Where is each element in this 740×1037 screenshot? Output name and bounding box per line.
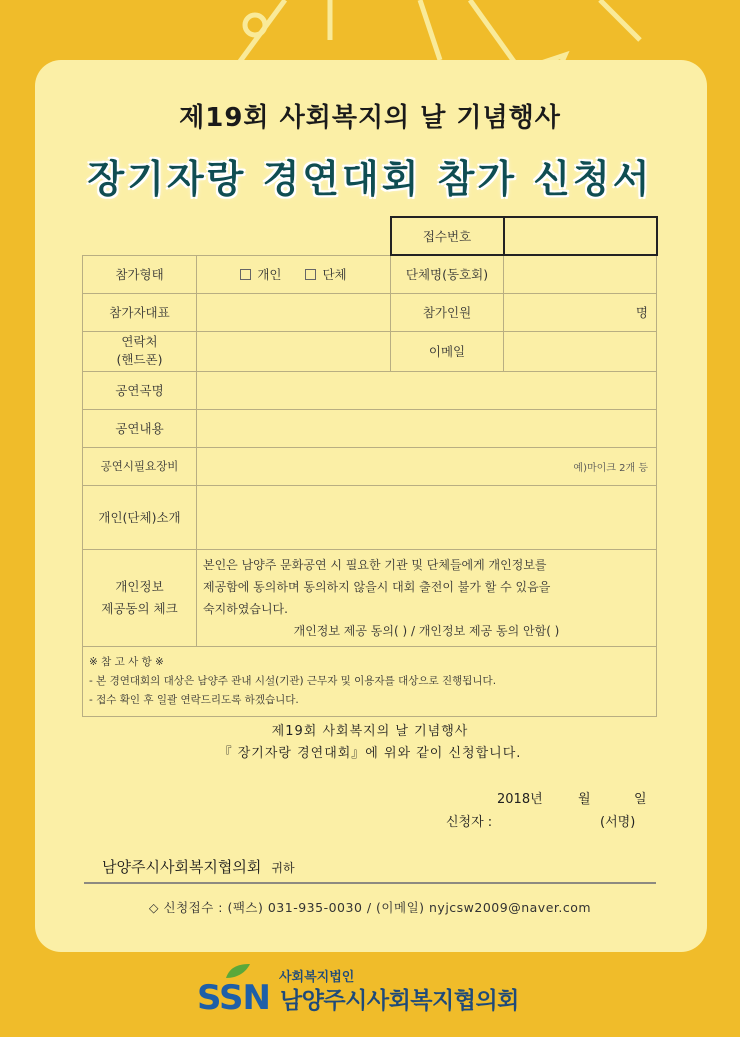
checkbox-icon[interactable] xyxy=(240,269,251,280)
date-day: 일 xyxy=(634,792,647,807)
checkbox-icon[interactable] xyxy=(305,269,316,280)
signature-label: (서명) xyxy=(600,815,636,830)
option-individual[interactable]: 개인 xyxy=(240,267,281,282)
table-row xyxy=(83,549,657,646)
date-month: 월 xyxy=(578,792,591,807)
table-row xyxy=(83,485,657,549)
performance-content-label: 공연내용 xyxy=(83,409,197,447)
applicant-label: 신청자 : xyxy=(446,815,493,830)
application-statement-title: 제19회 사회복지의 날 기념행사 xyxy=(271,724,469,739)
equipment-hint: 예)마이크 2개 등 xyxy=(573,462,648,474)
note-item: - 본 경연대회의 대상은 남양주 관내 시설(기관) 근무자 및 이용자를 대상으로 진행됩니다. xyxy=(89,674,497,687)
consent-label: 개인정보 제공동의 체크 xyxy=(83,549,197,646)
equipment-label: 공연시필요장비 xyxy=(83,447,197,485)
form-main-title: 장기자랑 경연대회 참가 신청서 xyxy=(87,157,653,201)
participation-type-options xyxy=(197,255,391,293)
consent-text: 본인은 남양주 문화공연 시 필요한 기관 및 단체들에게 개인정보를 제공함에 동의하며 동의하지 않을시 대회 출전이 불가 할 수 있음을 숙지하였습니다. 개인정보 제공 동의( ) / 개인정보 제공 동의 안함( ) xyxy=(197,549,657,646)
equipment-field[interactable] xyxy=(197,447,657,485)
count-unit: 명 xyxy=(635,305,648,320)
contact-label: 연락처 (핸드폰) xyxy=(83,331,197,371)
contact-field[interactable] xyxy=(197,331,391,371)
table-row xyxy=(83,293,657,331)
participant-count-field[interactable] xyxy=(504,293,657,331)
note-item: - 접수 확인 후 일괄 연락드리도록 하겠습니다. xyxy=(89,693,299,706)
application-form-table xyxy=(82,216,658,717)
representative-label: 참가자대표 xyxy=(83,293,197,331)
participant-count-label: 참가인원 xyxy=(391,293,504,331)
group-name-label: 단체명(동호회) xyxy=(391,255,504,293)
divider xyxy=(84,882,656,884)
song-title-field[interactable] xyxy=(197,371,657,409)
table-row xyxy=(83,331,657,371)
table-row xyxy=(83,371,657,409)
introduction-field[interactable] xyxy=(197,485,657,549)
performance-content-field[interactable] xyxy=(197,409,657,447)
logo-subtitle: 사회복지법인 xyxy=(279,970,355,985)
logo-organization-name: 남양주시사회복지협의회 xyxy=(280,988,519,1014)
application-statement: 『 장기자랑 경연대회』에 위와 같이 신청합니다. xyxy=(218,746,522,761)
date-year: 2018년 xyxy=(497,792,543,807)
receipt-number-label: 접수번호 xyxy=(391,217,504,255)
consent-choice[interactable]: 개인정보 제공 동의( ) / 개인정보 제공 동의 안함( ) xyxy=(293,623,560,638)
introduction-label: 개인(단체)소개 xyxy=(83,485,197,549)
notes-section xyxy=(83,646,657,716)
option-group[interactable]: 단체 xyxy=(305,267,346,282)
table-row xyxy=(83,646,657,716)
table-row xyxy=(83,447,657,485)
song-title-label: 공연곡명 xyxy=(83,371,197,409)
receipt-number-field[interactable] xyxy=(504,217,657,255)
table-row xyxy=(83,255,657,293)
email-field[interactable] xyxy=(504,331,657,371)
representative-field[interactable] xyxy=(197,293,391,331)
email-label: 이메일 xyxy=(391,331,504,371)
participation-type-label: 참가형태 xyxy=(83,255,197,293)
group-name-field[interactable] xyxy=(504,255,657,293)
table-row xyxy=(83,409,657,447)
addressee: 남양주시사회복지협의회 귀하 xyxy=(102,858,295,876)
logo-ssn: SSN xyxy=(197,978,270,1018)
event-title: 제19회 사회복지의 날 기념행사 xyxy=(179,103,561,133)
notes-title: ※ 참 고 사 항 ※ xyxy=(89,655,164,668)
submission-contact: ◇ 신청접수 : (팩스) 031-935-0030 / (이메일) nyjcsw2009@naver.com xyxy=(148,900,592,915)
table-row xyxy=(83,217,657,255)
